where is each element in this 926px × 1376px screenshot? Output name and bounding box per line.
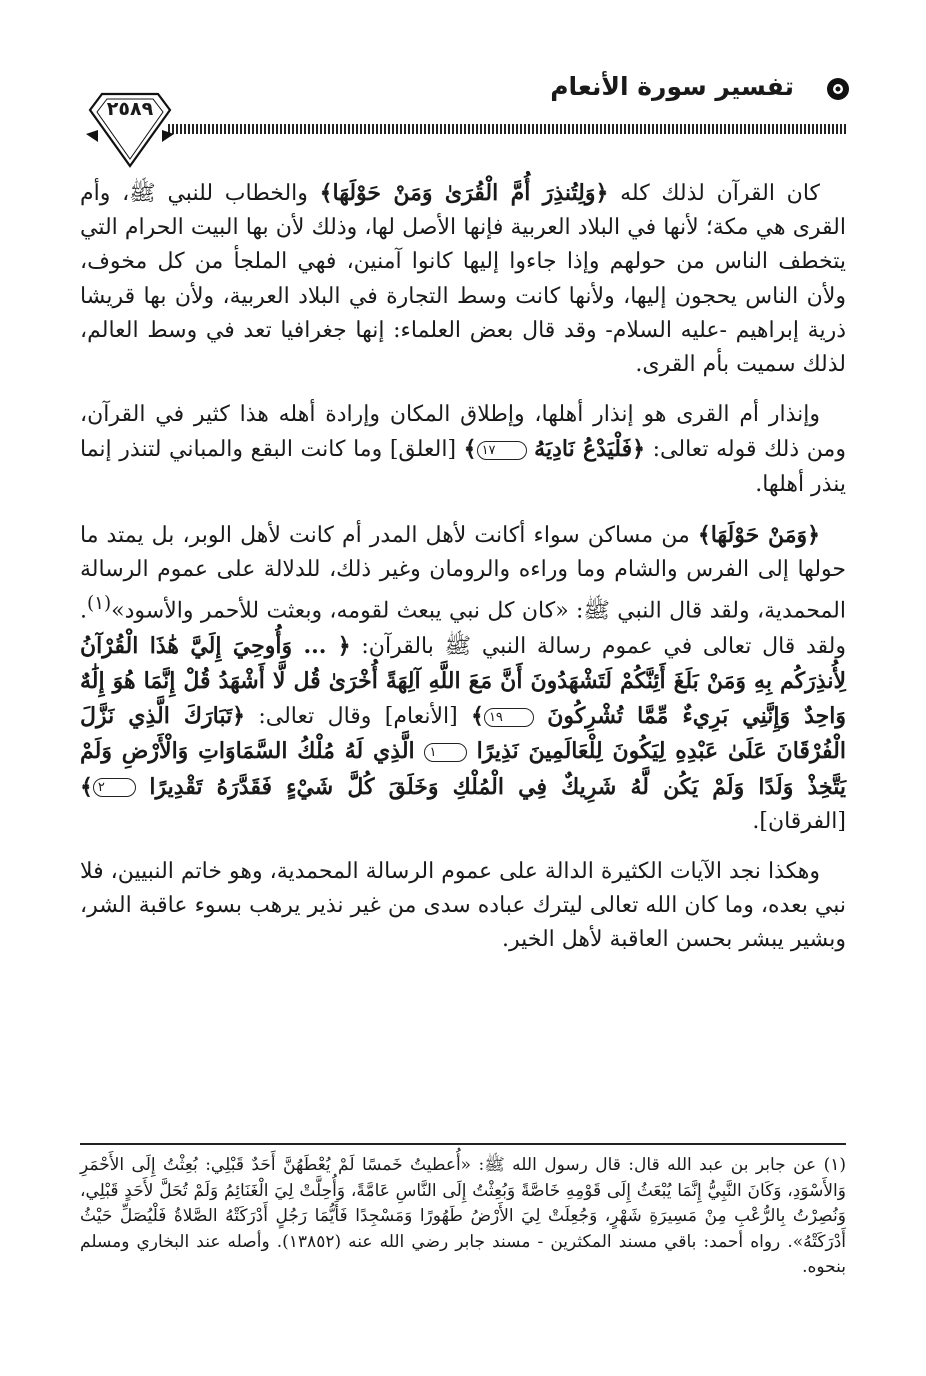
paragraph-3 bbox=[80, 518, 846, 839]
quran-bracket: ﴾ bbox=[463, 436, 477, 463]
text-span: والخطاب للنبي ﷺ، وأم القرى هي مكة؛ لأنها في البلاد العربية فإنها الأصل لها، وذلك لأن بها البيت الحرام التي يتخطف الناس من حولهم وإذا جاءوا إليها كانوا آمنين، فهي الملجأ من كل مخوف، ولأن الناس يحجون إليها، ولأنها كانت وسط التجارة في البلاد العربية، ولأن بها قريشا ذرية إبراهيم -عليه السلام- وقد قال بعض العلماء: إنها جغرافيا تعد في وسط العالم، لذلك سميت بأم القرى. bbox=[80, 181, 847, 378]
quran-verse: ﴿فَلْيَدْعُ نَادِيَهُ bbox=[534, 436, 645, 463]
footnote: (١) عن جابر بن عبد الله قال: قال رسول الله ﷺ: «أُعطيتُ خَمسًا لَمْ يُعْطَهُنَّ أَحَدٌ قَبْلِي: بُعِثْتُ إِلَى الأَحْمَرِ وَالأَسْوَدِ، وَكَانَ النَّبِيُّ إِنَّمَا يُبْعَثُ إِلَى قَوْمِهِ خَاصَّةً وَبُعِثْتُ إِلَى النَّاسِ عَامَّةً، وَأُحِلَّتْ لِيَ الْغَنَائِمُ وَلَمْ تُحَلَّ لأَحَدٍ قَبْلِي، وَنُصِرْتُ بِالرُّعْبِ مِنْ مَسِيرَةِ شَهْرٍ، وَجُعِلَتْ لِيَ الأَرْضُ طَهُورًا وَمَسْجِدًا فَأَيُّمَا رَجُلٍ أَدْرَكَتْهُ الصَّلاةُ فَلْيُصَلِّ حَيْثُ أَدْرَكَتْهُ». رواه أحمد: باقي مسند المكثرين - مسند جابر رضي الله عنه (١٣٨٥٢). وأصله عند البخاري ومسلم بنحوه. bbox=[80, 1155, 846, 1277]
header-rule bbox=[168, 124, 848, 134]
quran-bracket: ﴾ bbox=[80, 773, 93, 800]
footnote-ref: (١) bbox=[87, 593, 112, 615]
ornament-icon bbox=[825, 76, 851, 102]
ayah-number-marker: ١٩ bbox=[484, 708, 534, 727]
quran-verse: ﴿وَمَنْ حَوْلَهَا﴾ bbox=[697, 521, 820, 548]
text-span: [الأنعام] وقال تعالى: bbox=[245, 704, 472, 730]
ayah-number-marker: ٢ bbox=[93, 778, 136, 797]
ayah-number-marker: ١٧ bbox=[477, 441, 527, 460]
quran-verse: ﴿ ... وَأُوحِيَ إِلَيَّ هَٰذَا الْقُرْآنُ لِأُنذِرَكُم بِهِ وَمَنْ بَلَغَ أَئِنَّكُمْ لَتَشْهَدُونَ أَنَّ مَعَ اللَّهِ آلِهَةً أُخْرَىٰ قُل لَّا أَشْهَدُ قُلْ إِنَّمَا هُوَ إِلَٰهٌ وَاحِدٌ وَإِنَّنِي بَرِيءٌ مِّمَّا تُشْرِكُونَ bbox=[80, 632, 846, 730]
text-span: [الفرقان]. bbox=[752, 808, 846, 834]
main-text bbox=[80, 176, 846, 974]
quran-verse: الَّذِي لَهُ مُلْكُ السَّمَاوَاتِ وَالْأَرْضِ وَلَمْ يَتَّخِذْ وَلَدًا وَلَمْ يَكُن لَّهُ شَرِيكٌ فِي الْمُلْكِ وَخَلَقَ كُلَّ شَيْءٍ فَقَدَّرَهُ تَقْدِيرًا bbox=[80, 738, 846, 800]
page-number: ٢٥٨٩ bbox=[106, 98, 154, 120]
paragraph-2 bbox=[80, 398, 846, 502]
quran-verse: ﴿تَبَارَكَ الَّذِي نَزَّلَ الْفُرْقَانَ عَلَىٰ عَبْدِهِ لِيَكُونَ لِلْعَالَمِينَ نَذِيرًا bbox=[80, 703, 846, 765]
footnote-rule bbox=[80, 1143, 846, 1145]
text-span: كان القرآن لذلك كله bbox=[608, 181, 820, 206]
quran-bracket: ﴾ bbox=[471, 703, 484, 730]
text-span: . ولقد قال تعالى في عموم رسالة النبي ﷺ بالقرآن: bbox=[80, 598, 846, 659]
paragraph-1 bbox=[80, 176, 846, 382]
ayah-number-marker: ١ bbox=[424, 743, 467, 762]
paragraph-4: وهكذا نجد الآيات الكثيرة الدالة على عموم الرسالة المحمدية، وهو خاتم النبيين، فلا نبي بعده، وما كان الله تعالى ليترك عباده سدى من غير نذير يرهب بسوء عاقبة الشر، وبشير يبشر بحسن العاقبة لأهل الخير. bbox=[80, 858, 846, 953]
text-span: [العلق] وما كانت البقع والمباني لتنذر إنما ينذر أهلها. bbox=[80, 437, 846, 497]
quran-verse: ﴿وَلِتُنذِرَ أُمَّ الْقُرَىٰ وَمَنْ حَوْلَهَا﴾ bbox=[319, 180, 609, 206]
text-span: وإنذار أم القرى هو إنذار أهلها، وإطلاق المكان وإرادة أهله هذا كثير في القرآن، ومن ذلك قوله تعالى: bbox=[80, 402, 846, 463]
running-title: تفسير سورة الأنعام bbox=[550, 72, 794, 101]
text-span: من مساكن سواء أكانت لأهل المدر أم كانت لأهل الوبر، بل يمتد ما حولها إلى الفرس والشام وما وراءه والرومان وغير ذلك، للدلالة على عموم الرسالة المحمدية، ولقد قال النبي ﷺ: «كان كل نبي يبعث لقومه، وبعثت للأحمر والأسود» bbox=[80, 522, 846, 624]
